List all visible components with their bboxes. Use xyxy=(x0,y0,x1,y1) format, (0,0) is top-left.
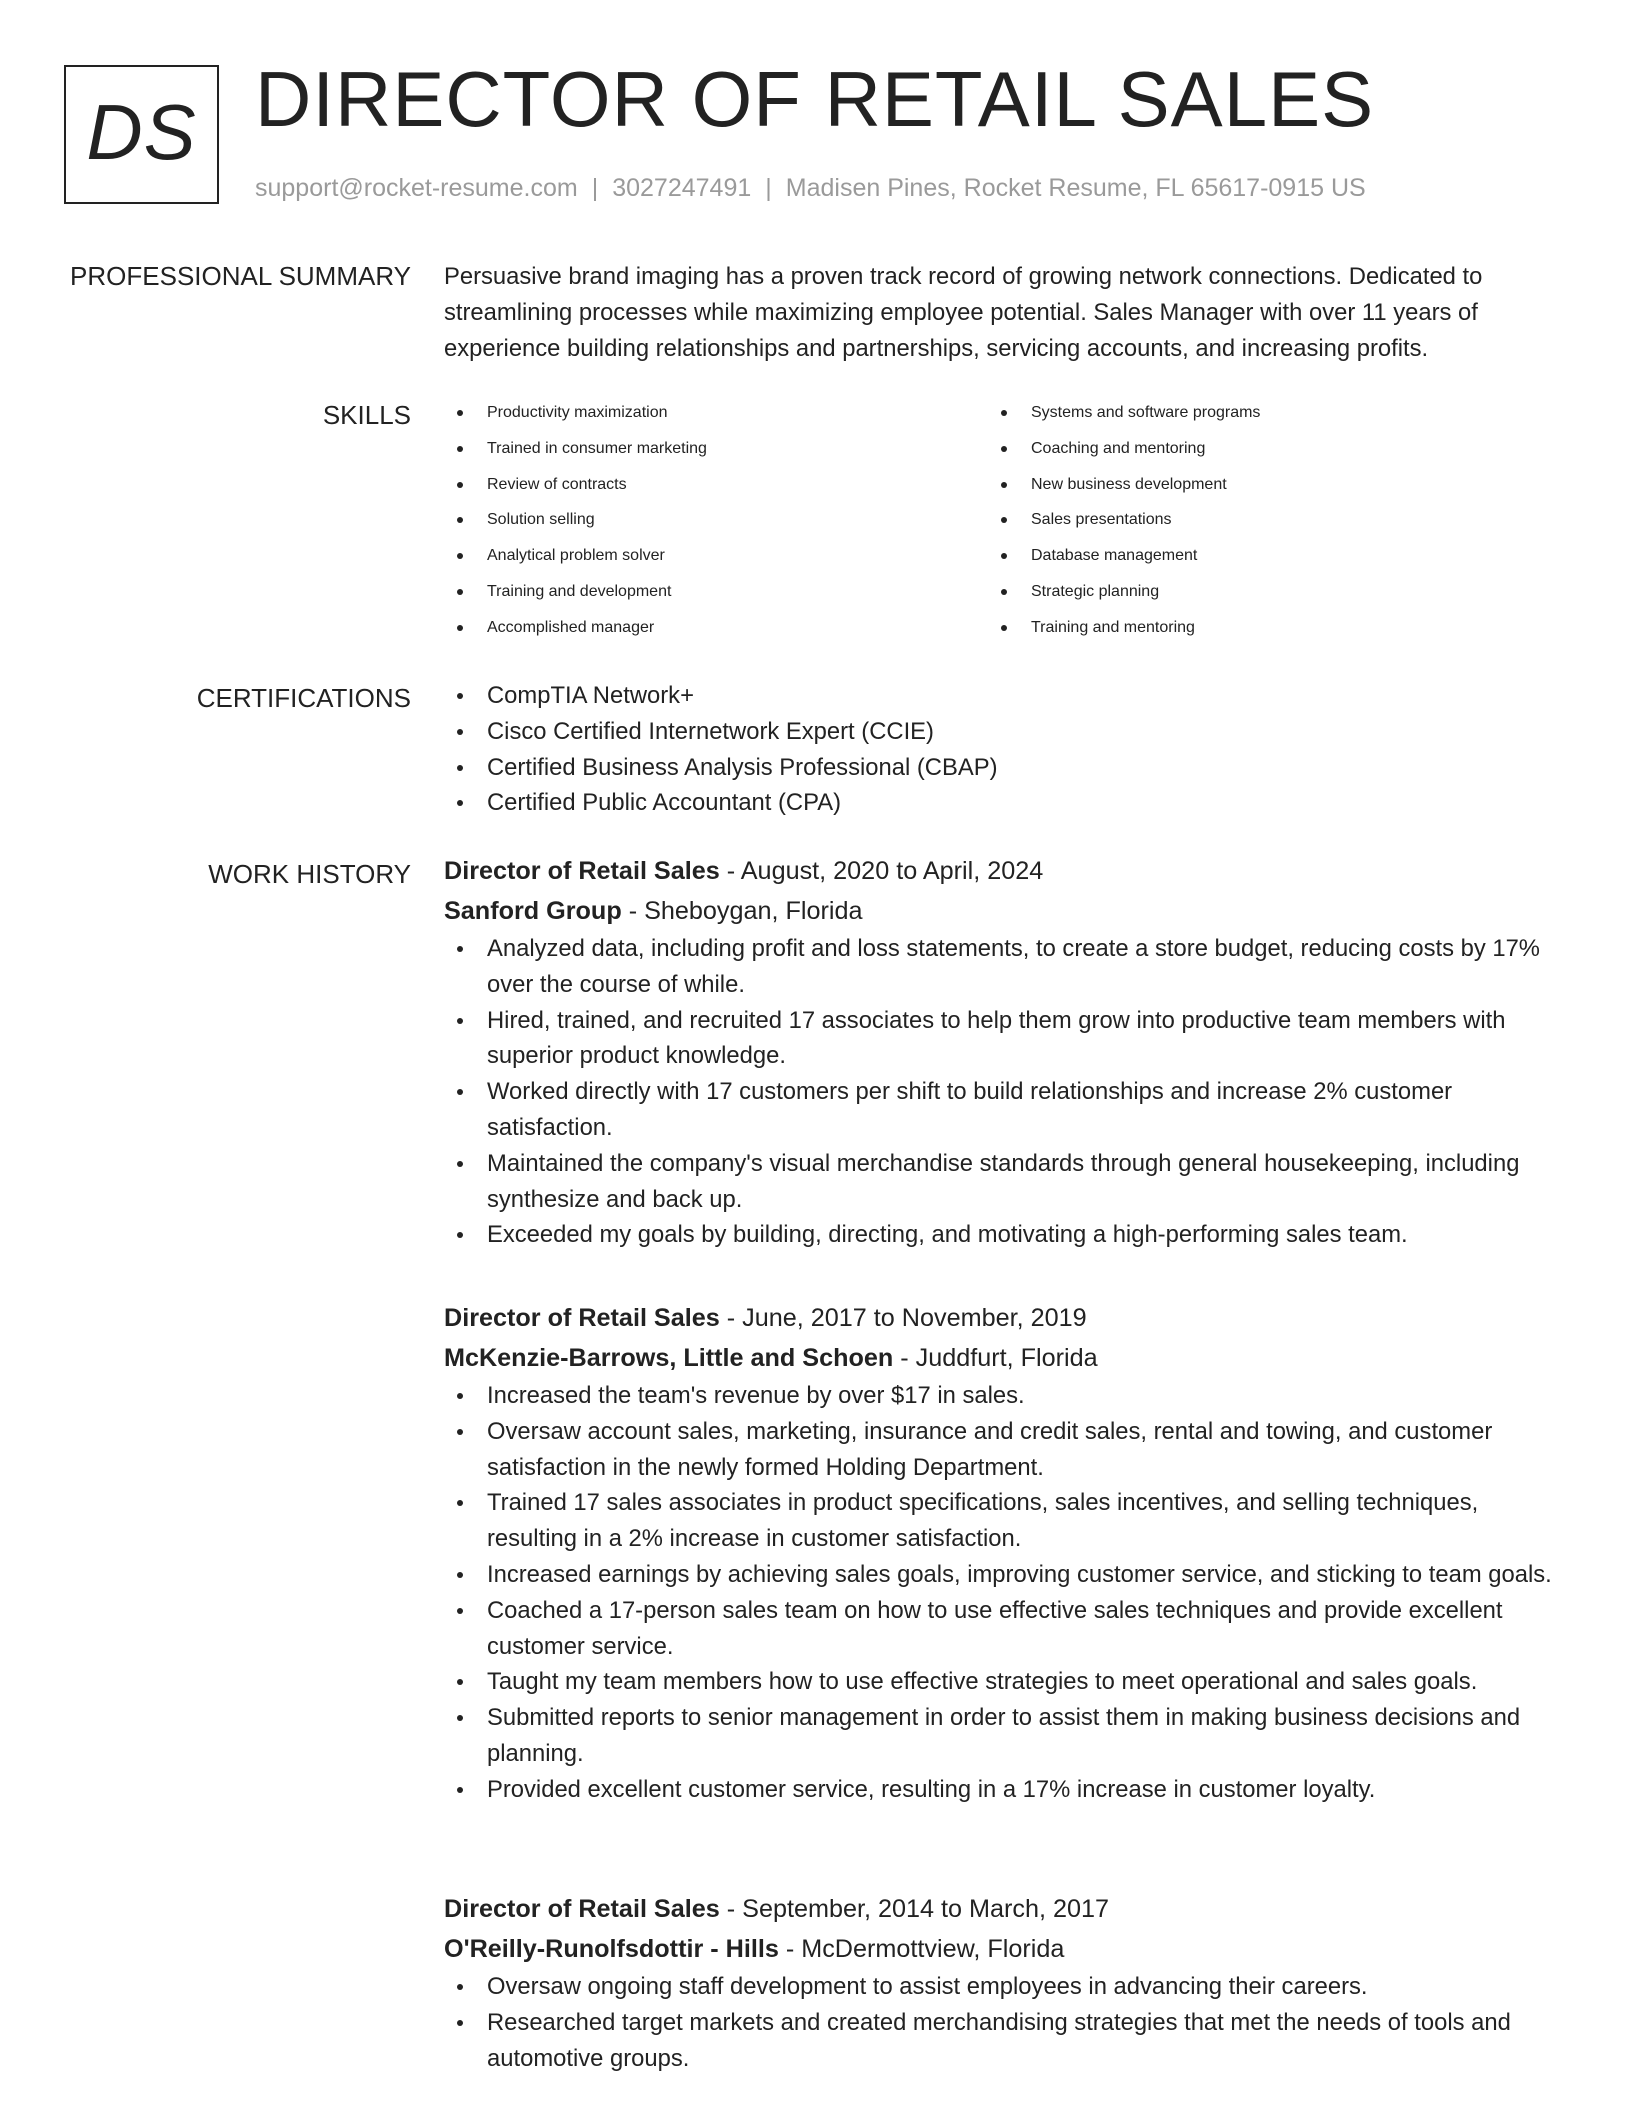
job-entry xyxy=(444,1298,1564,1808)
certification-item: Certified Public Accountant (CPA) xyxy=(444,785,1564,821)
contact-address: Madisen Pines, Rocket Resume, FL 65617-0915 US xyxy=(785,174,1366,202)
skill-item: Systems and software programs xyxy=(988,395,1508,431)
skill-item: Solution selling xyxy=(444,502,964,538)
skill-item: Review of contracts xyxy=(444,467,964,503)
contact-email: support@rocket-resume.com xyxy=(255,174,578,202)
certifications-block xyxy=(444,678,1564,821)
contact-line xyxy=(255,176,1366,201)
skills-column-right xyxy=(988,395,1508,646)
skill-item: Accomplished manager xyxy=(444,610,964,646)
job-title: Director of Retail Sales xyxy=(444,1895,720,1923)
skill-item: New business development xyxy=(988,467,1508,503)
job-bullet: Worked directly with 17 customers per shift to build relationships and increase 2% customer satisfaction. xyxy=(444,1074,1564,1146)
contact-separator: | xyxy=(765,174,772,202)
job-bullet: Increased the team's revenue by over $17 in sales. xyxy=(444,1378,1564,1414)
job-bullet-list xyxy=(444,931,1564,1253)
job-location: - Sheboygan, Florida xyxy=(621,897,863,925)
section-label-certifications: CERTIFICATIONS xyxy=(196,683,411,713)
job-bullet: Provided excellent customer service, resulting in a 17% increase in customer loyalty. xyxy=(444,1772,1564,1808)
certification-item: CompTIA Network+ xyxy=(444,678,1564,714)
skills-list-right xyxy=(988,395,1508,646)
job-bullet: Submitted reports to senior management in order to assist them in making business decisions and planning. xyxy=(444,1700,1564,1772)
monogram-initials: DS xyxy=(86,88,197,176)
certification-item: Certified Business Analysis Professional (CBAP) xyxy=(444,750,1564,786)
job-bullet-list xyxy=(444,1969,1564,2076)
job-company-line xyxy=(444,1929,1564,1969)
job-bullet: Increased earnings by achieving sales goals, improving customer service, and sticking to team goals. xyxy=(444,1557,1564,1593)
job-title-line xyxy=(444,851,1564,891)
contact-separator: | xyxy=(591,174,599,202)
skills-list-left xyxy=(444,395,964,646)
job-bullet: Analyzed data, including profit and loss statements, to create a store budget, reducing costs by 17% over the course of while. xyxy=(444,931,1564,1003)
monogram-box xyxy=(64,65,219,204)
skills-column-left xyxy=(444,395,964,646)
job-bullet: Taught my team members how to use effective strategies to meet operational and sales goals. xyxy=(444,1664,1564,1700)
job-company: O'Reilly-Runolfsdottir - Hills xyxy=(444,1935,779,1963)
skill-item: Training and mentoring xyxy=(988,610,1508,646)
job-company: McKenzie-Barrows, Little and Schoen xyxy=(444,1344,894,1372)
job-company-line xyxy=(444,891,1564,931)
job-company: Sanford Group xyxy=(444,897,622,925)
job-bullet: Hired, trained, and recruited 17 associates to help them grow into productive team members with superior product knowledge. xyxy=(444,1003,1564,1075)
skill-item: Productivity maximization xyxy=(444,395,964,431)
job-bullet: Exceeded my goals by building, directing, and motivating a high-performing sales team. xyxy=(444,1217,1564,1253)
job-entry xyxy=(444,851,1564,1253)
job-company-line xyxy=(444,1338,1564,1378)
resume-title: DIRECTOR OF RETAIL SALES xyxy=(255,55,1375,143)
skill-item: Analytical problem solver xyxy=(444,538,964,574)
job-bullet: Oversaw ongoing staff development to assist employees in advancing their careers. xyxy=(444,1969,1564,2005)
job-bullet-list xyxy=(444,1378,1564,1808)
job-bullet: Coached a 17-person sales team on how to use effective sales techniques and provide excellent customer service. xyxy=(444,1593,1564,1665)
section-label-work-history: WORK HISTORY xyxy=(208,859,411,889)
job-title-line xyxy=(444,1889,1564,1929)
skill-item: Trained in consumer marketing xyxy=(444,431,964,467)
job-title: Director of Retail Sales xyxy=(444,1304,720,1332)
skill-item: Database management xyxy=(988,538,1508,574)
section-label-summary: PROFESSIONAL SUMMARY xyxy=(70,261,411,291)
skill-item: Coaching and mentoring xyxy=(988,431,1508,467)
summary-text: Persuasive brand imaging has a proven track record of growing network connections. Dedicated to streamlining processes while maximizing employee potential. Sales Manager with over 11 years of experience building relationships and partnerships, servicing accounts, and increasing profits. xyxy=(444,263,1483,362)
job-bullet: Maintained the company's visual merchandise standards through general housekeeping, including synthesize and back up. xyxy=(444,1146,1564,1218)
certifications-list xyxy=(444,678,1564,821)
job-dates: - September, 2014 to March, 2017 xyxy=(719,1895,1110,1923)
job-entry xyxy=(444,1889,1564,2076)
section-label-skills: SKILLS xyxy=(322,400,411,430)
job-bullet: Trained 17 sales associates in product specifications, sales incentives, and selling techniques, resulting in a 2% increase in customer satisfaction. xyxy=(444,1485,1564,1557)
certification-item: Cisco Certified Internetwork Expert (CCIE) xyxy=(444,714,1564,750)
job-bullet: Oversaw account sales, marketing, insurance and credit sales, rental and towing, and customer satisfaction in the newly formed Holding Department. xyxy=(444,1414,1564,1486)
job-dates: - June, 2017 to November, 2019 xyxy=(719,1304,1087,1332)
job-title-line xyxy=(444,1298,1564,1338)
job-bullet: Researched target markets and created merchandising strategies that met the needs of tools and automotive groups. xyxy=(444,2005,1564,2077)
job-title: Director of Retail Sales xyxy=(444,857,720,885)
contact-phone: 3027247491 xyxy=(612,174,752,202)
skill-item: Sales presentations xyxy=(988,502,1508,538)
job-location: - McDermottview, Florida xyxy=(778,1935,1065,1963)
job-dates: - August, 2020 to April, 2024 xyxy=(719,857,1044,885)
skill-item: Strategic planning xyxy=(988,574,1508,610)
skill-item: Training and development xyxy=(444,574,964,610)
job-location: - Juddfurt, Florida xyxy=(893,1344,1098,1372)
